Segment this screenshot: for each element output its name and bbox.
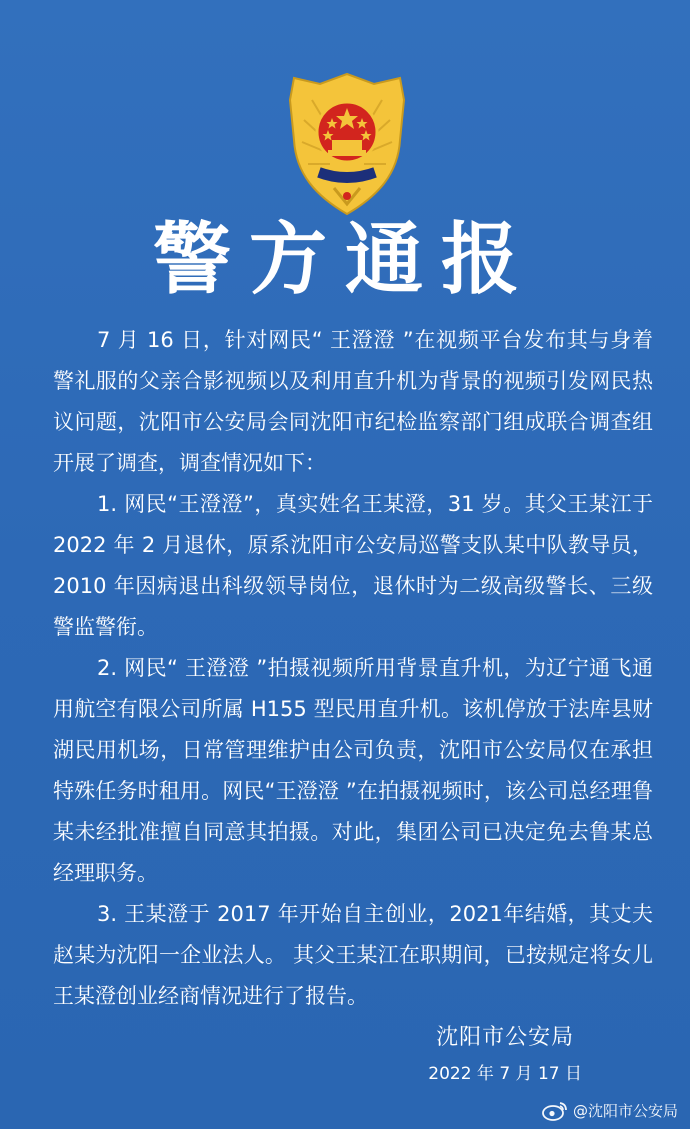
- page-title: 警方通报: [152, 214, 537, 305]
- signature-block: [428, 1022, 582, 1090]
- issuing-organization: 沈阳市公安局: [436, 1025, 575, 1050]
- intro-paragraph: 7 月 16 日，针对网民“ 王澄澄 ”在视频平台发布其与身着警礼服的父亲合影视频以及利用直升机为背景的视频引发网民热议问题，沈阳市公安局会同沈阳市纪检监察部门组成联合调查组开展了调查，调查情况如下：: [53, 328, 653, 475]
- notice-body: [53, 320, 653, 1017]
- police-emblem-icon: [282, 70, 412, 220]
- weibo-watermark: [541, 1099, 678, 1121]
- finding-paragraph-2: 2. 网民“ 王澄澄 ”拍摄视频所用背景直升机，为辽宁通飞通用航空有限公司所属 H155 型民用直升机。该机停放于法库县财湖民用机场，日常管理维护由公司负责，沈阳市公安局仅在承担特殊任务时租用。网民“王澄澄 ”在拍摄视频时，该公司总经理鲁某未经批准擅自同意其拍摄。对此，集团公司已决定免去鲁某总经理职务。: [53, 656, 653, 885]
- issue-date: 2022 年 7 月 17 日: [428, 1064, 582, 1084]
- finding-paragraph-1: 1. 网民“王澄澄”，真实姓名王某澄，31 岁。其父王某江于 2022 年 2 月退休，原系沈阳市公安局巡警支队某中队教导员，2010 年因病退出科级领导岗位，退休时为二级高级警长、三级警监警衔。: [53, 492, 653, 639]
- weibo-logo-icon: [541, 1099, 569, 1121]
- watermark-text: @沈阳市公安局: [572, 1101, 678, 1120]
- finding-paragraph-3: 3. 王某澄于 2017 年开始自主创业，2021年结婚，其丈夫赵某为沈阳一企业法人。 其父王某江在职期间，已按规定将女儿王某澄创业经商情况进行了报告。: [53, 902, 653, 1008]
